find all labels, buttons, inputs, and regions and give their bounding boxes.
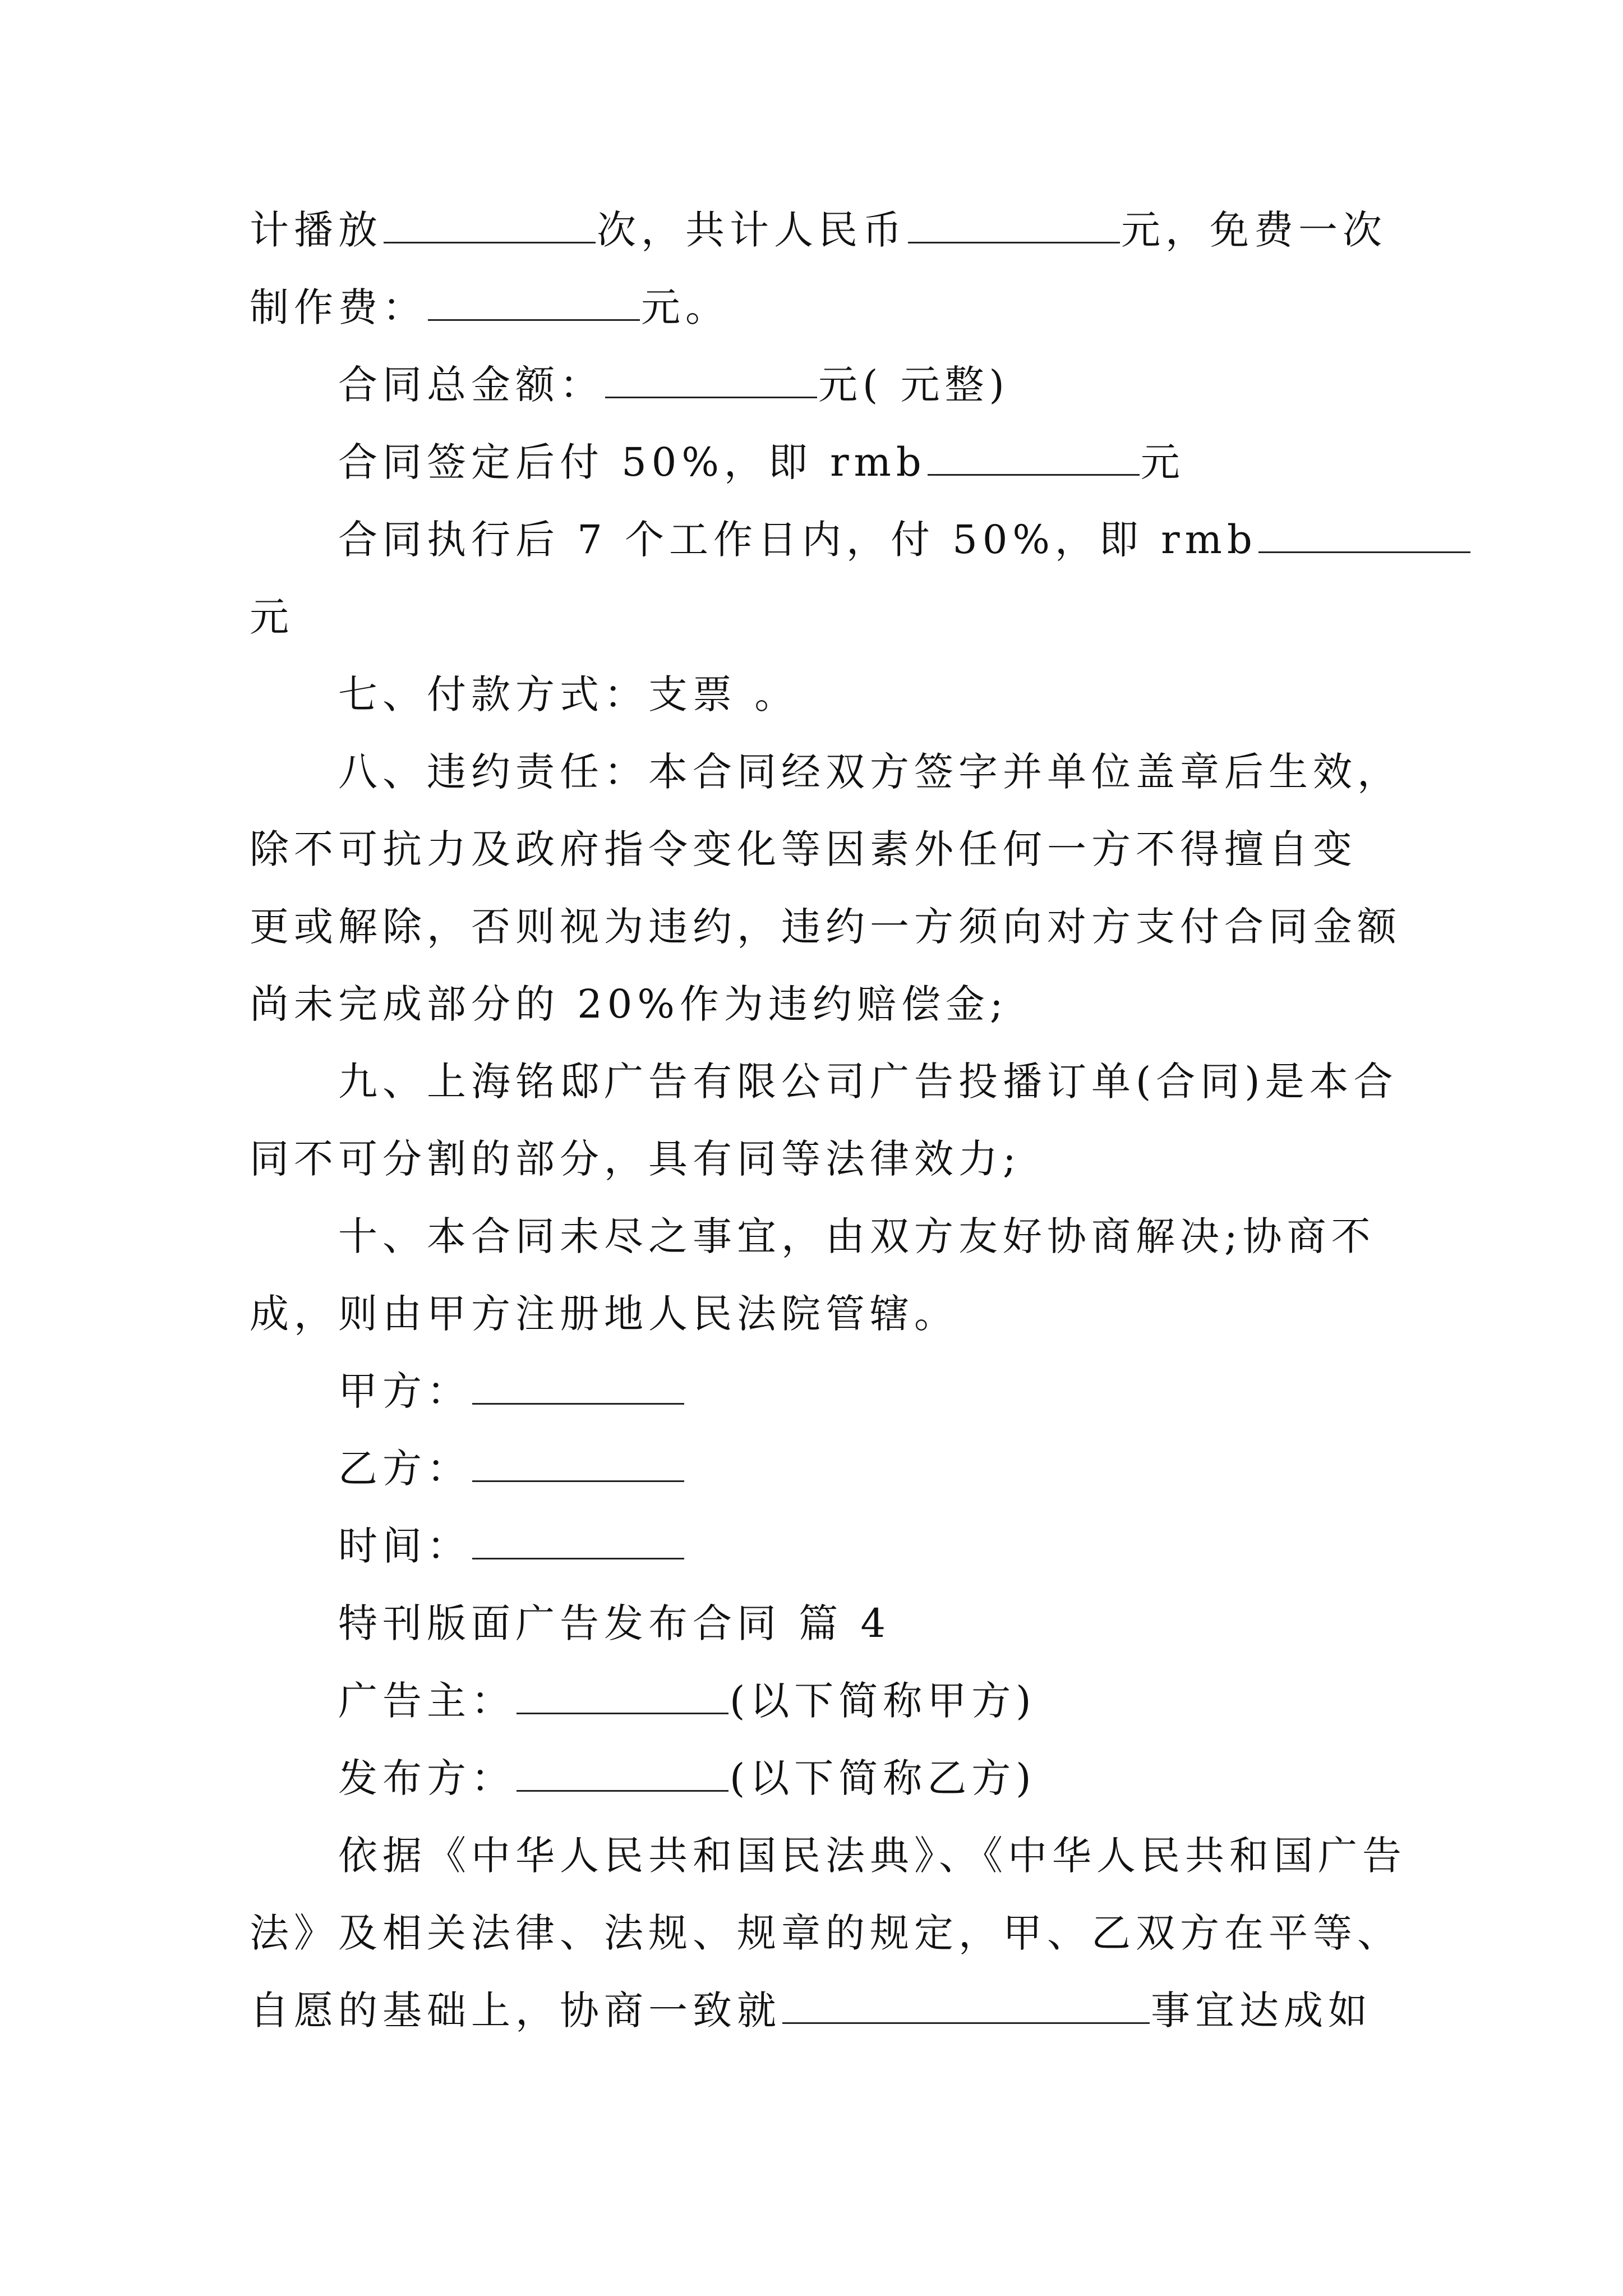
blank-underline [472,1368,684,1405]
text-run: 元，免费一次 [1121,207,1387,253]
text-run: 合同签定后付 50%，即 rmb [338,439,926,485]
text-line [338,1211,1376,1262]
text-run: 制作费： [250,284,427,330]
blank-underline [928,439,1140,476]
text-run: 尚未完成部分的 20%作为违约赔偿金; [250,981,1008,1027]
text-run: 广告主： [338,1678,515,1724]
text-run: 成，则由甲方注册地人民法院管辖。 [250,1291,958,1337]
blank-underline [472,1523,684,1559]
text-line [338,1366,685,1416]
text-run: 合同执行后 7 个工作日内，付 50%，即 rmb [338,517,1257,563]
text-run: 合同总金额： [338,362,604,408]
text-run: 甲方： [338,1368,471,1414]
blank-underline [517,1755,728,1792]
text-line [338,747,1401,797]
text-line [250,824,1357,875]
section-heading [338,1598,891,1649]
text-run: 八、违约责任：本合同经双方签字并单位盖章后生效， [338,749,1401,795]
text-run: 时间： [338,1523,471,1569]
text-line [250,1134,1021,1184]
text-run: 九、上海铭邸广告有限公司广告投播订单(合同)是本合 [338,1059,1398,1105]
text-run: 更或解除，否则视为违约，违约一方须向对方支付合同金额 [250,904,1401,950]
text-line [338,1753,1036,1803]
blank-underline [1258,517,1470,553]
text-run: 法》及相关法律、法规、规章的规定，甲、乙双方在平等、 [250,1910,1401,1956]
blank-underline [472,1446,684,1482]
text-run: 元 [250,594,294,640]
text-run: 特刊版面广告发布合同 篇 4 [338,1600,891,1646]
text-line [250,901,1401,952]
text-run: 除不可抗力及政府指令变化等因素外任何一方不得擅自变 [250,826,1357,872]
text-line [338,360,1009,410]
text-run: 乙方： [338,1446,471,1492]
blank-underline [428,284,640,321]
text-line [250,1289,958,1339]
text-line [338,1056,1398,1107]
text-line [250,205,1387,255]
text-line [338,1443,685,1494]
text-run: 十、本合同未尽之事宜，由双方友好协商解决;协商不 [338,1213,1376,1259]
text-run: 发布方： [338,1755,515,1801]
text-line [338,1830,1407,1881]
text-line [250,592,294,642]
text-run: 元 [1140,439,1185,485]
text-run: (以下简称乙方) [730,1755,1036,1801]
text-run: 元。 [641,284,730,330]
text-line [338,1521,685,1571]
text-run: 同不可分割的部分，具有同等法律效力; [250,1136,1021,1182]
text-run: (以下简称甲方) [730,1678,1036,1724]
text-line [338,669,799,720]
blank-underline [908,207,1120,243]
text-line [250,282,730,333]
text-line [338,437,1185,487]
text-run: 计播放 [250,207,382,253]
text-line [250,979,1008,1029]
blank-underline [517,1678,728,1714]
text-run: 次，共计人民币 [597,207,907,253]
text-run: 自愿的基础上，协商一致就 [250,1987,781,2033]
text-run: 事宜达成如 [1151,1987,1372,2033]
text-line [250,1908,1401,1958]
blank-underline [605,362,817,398]
text-run: 依据《中华人民共和国民法典》、《中华人民共和国广告 [338,1833,1407,1879]
text-run: 元( 元整) [818,362,1009,408]
blank-underline [782,1987,1150,2024]
text-line [250,1985,1372,2036]
text-line [338,1676,1036,1726]
text-line [338,514,1472,565]
text-run: 七、付款方式：支票 。 [338,671,799,717]
blank-underline [384,207,596,243]
